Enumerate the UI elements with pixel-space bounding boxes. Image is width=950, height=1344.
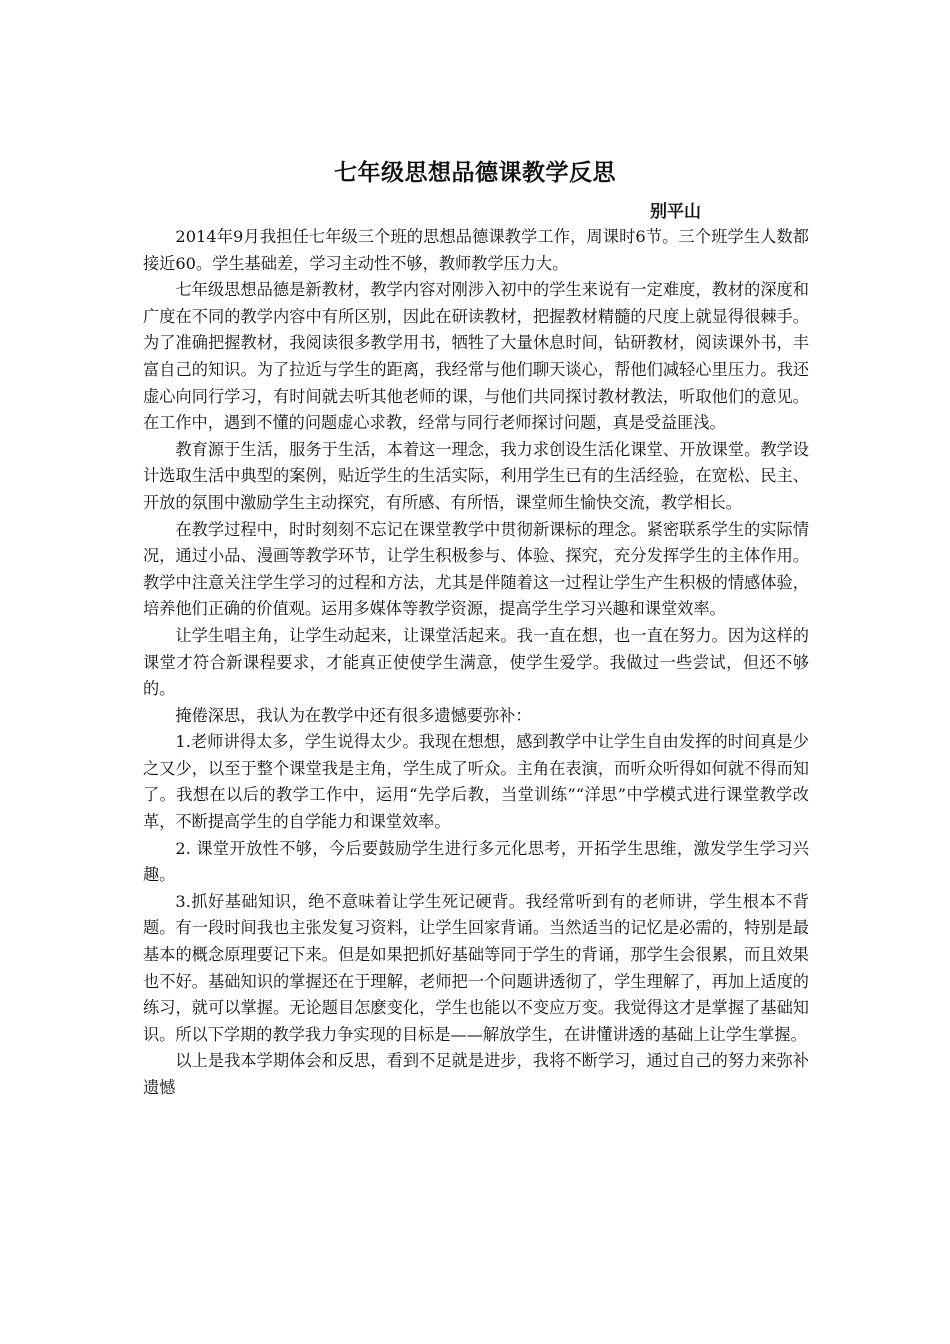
document-body [143,224,809,1102]
paragraph: 2. 课堂开放性不够，今后要鼓励学生进行多元化思考，开拓学生思维，激发学生学习兴趣。 [143,838,809,885]
author-name: 别平山 [650,202,701,222]
paragraph: 2014年9月我担任七年级三个班的思想品德课教学工作，周课时6节。三个班学生人数都接近60。学生基础差，学习主动性不够，教师教学压力大。 [143,227,809,273]
paragraph: 3.抓好基础知识，绝不意味着让学生死记硬背。我经常听到有的老师讲，学生根本不背题。有一段时间我也主张发复习资料，让学生回家背诵。当然适当的记忆是必需的，特别是最基本的概念原理要记下来。但是如果把抓好基础等同于学生的背诵，那学生会很累，而且效果也不好。基础知识的掌握还在于理解，老师把一个问题讲透彻了，学生理解了，再加上适度的练习，就可以掌握。无论题目怎麽变化，学生也能以不变应万变。我觉得这才是掌握了基础知识。所以下学期的教学我力争实现的目标是——解放学生，在讲懂讲透的基础上让学生掌握。 [143,891,809,1044]
document-title: 七年级思想品德课教学反思 [334,160,616,186]
paragraph: 七年级思想品德是新教材，教学内容对刚涉入初中的学生来说有一定难度，教材的深度和广度在不同的教学内容中有所区别，因此在研读教材，把握教材精髓的尺度上就显得很棘手。为了准确把握教材，我阅读很多教学用书，牺牲了大量休息时间，钻研教材，阅读课外书，丰富自己的知识。为了拉近与学生的距离，我经常与他们聊天谈心，帮他们减轻心里压力。我还虚心向同行学习，有时间就去听其他老师的课，与他们共同探讨教材教法，听取他们的意见。在工作中，遇到不懂的问题虚心求教，经常与同行老师探讨问题，真是受益匪浅。 [143,280,809,433]
paragraph: 1.老师讲得太多，学生说得太少。我现在想想，感到教学中让学生自由发挥的时间真是少之又少，以至于整个课堂我是主角，学生成了听众。主角在表演，而听众听得如何就不得而知了。我想在以后的教学工作中，运用“先学后教，当堂训练”“洋思”中学模式进行课堂教学改革，不断提高学生的自学能力和课堂效率。 [143,732,809,832]
paragraph: 让学生唱主角，让学生动起来，让课堂活起来。我一直在想，也一直在努力。因为这样的课堂才符合新课程要求，才能真正使使学生满意，使学生爱学。我做过一些尝试，但还不够的。 [143,625,809,699]
paragraph: 以上是我本学期体会和反思，看到不足就是进步，我将不断学习，通过自己的努力来弥补遗憾 [143,1051,809,1097]
paragraph: 在教学过程中，时时刻刻不忘记在课堂教学中贯彻新课标的理念。紧密联系学生的实际情况，通过小品、漫画等教学环节，让学生积极参与、体验、探究，充分发挥学生的主体作用。教学中注意关注学生学习的过程和方法，尤其是伴随着这一过程让学生产生积极的情感体验，培养他们正确的价值观。运用多媒体等教学资源，提高学生学习兴趣和课堂效率。 [143,519,809,619]
paragraph: 教育源于生活，服务于生活，本着这一理念，我力求创设生活化课堂、开放课堂。教学设计选取生活中典型的案例，贴近学生的生活实际，利用学生已有的生活经验，在宽松、民主、开放的氛围中激励学生主动探究，有所感、有所悟，课堂师生愉快交流，教学相长。 [143,439,809,512]
paragraph: 掩倦深思，我认为在教学中还有很多遗憾要弥补： [175,705,532,725]
